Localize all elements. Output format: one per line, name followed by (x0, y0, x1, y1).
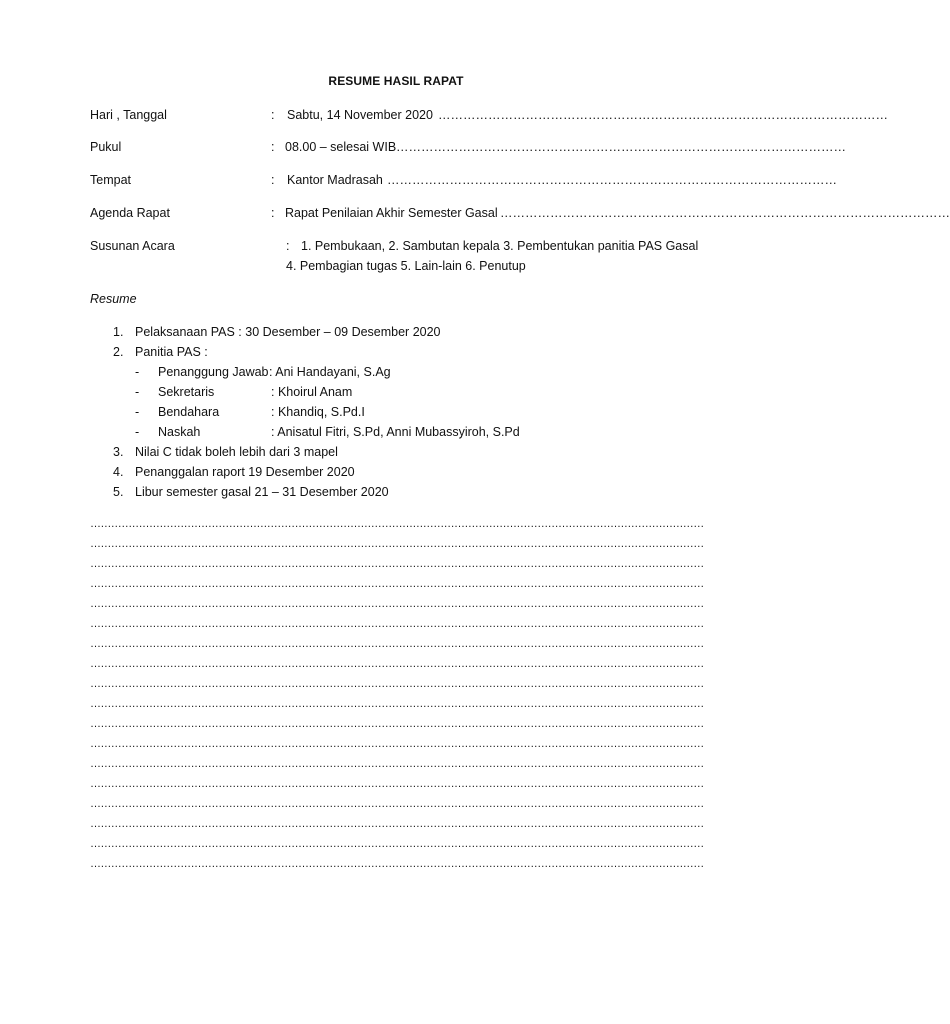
dash-bullet: - (135, 385, 140, 399)
list-number: 5. (113, 485, 124, 499)
dot-leader: ……………………………………………………………………………………………… (500, 206, 950, 220)
field-label: Pukul (90, 140, 122, 154)
susunan-acara-line-2: 4. Pembagian tugas 5. Lain-lain 6. Penutup (286, 259, 526, 273)
field-colon: : (271, 206, 275, 220)
dotted-line: …………………………………………………………………………………………………………………………………………………………… (90, 818, 704, 830)
panitia-role: Sekretaris (158, 385, 215, 399)
dotted-line: …………………………………………………………………………………………………………………………………………………………… (90, 798, 704, 810)
susunan-acara-line-1: 1. Pembukaan, 2. Sambutan kepala 3. Pembentukan panitia PAS Gasal (301, 239, 699, 253)
panitia-person: : Khoirul Anam (271, 385, 353, 399)
dotted-line: …………………………………………………………………………………………………………………………………………………………… (90, 718, 704, 730)
dotted-line: …………………………………………………………………………………………………………………………………………………………… (90, 518, 704, 530)
dotted-line: …………………………………………………………………………………………………………………………………………………………… (90, 618, 704, 630)
field-label: Susunan Acara (90, 239, 175, 253)
field-value: Rapat Penilaian Akhir Semester Gasal (285, 206, 498, 220)
panitia-item (135, 425, 520, 439)
panitia-person: : Khandiq, S.Pd.I (271, 405, 365, 419)
panitia-item (135, 385, 352, 399)
field-colon: : (271, 140, 275, 154)
field-value: 08.00 – selesai WIB (285, 140, 397, 154)
dotted-line: …………………………………………………………………………………………………………………………………………………………… (90, 558, 704, 570)
list-text: Nilai C tidak boleh lebih dari 3 mapel (135, 445, 338, 459)
panitia-person: : Ani Handayani, S.Ag (269, 365, 391, 379)
dot-leader: ……………………………………………………………………………………………… (438, 108, 888, 122)
field-value: Kantor Madrasah (287, 173, 383, 187)
dotted-line: …………………………………………………………………………………………………………………………………………………………… (90, 578, 704, 590)
list-number: 1. (113, 325, 124, 339)
field-pukul (90, 140, 846, 158)
dotted-line: …………………………………………………………………………………………………………………………………………………………… (90, 698, 704, 710)
list-text: Libur semester gasal 21 – 31 Desember 2020 (135, 485, 389, 499)
list-item (113, 465, 355, 479)
field-label: Tempat (90, 173, 131, 187)
dotted-line: …………………………………………………………………………………………………………………………………………………………… (90, 638, 704, 650)
list-item (113, 325, 441, 339)
dotted-line: …………………………………………………………………………………………………………………………………………………………… (90, 658, 704, 670)
field-agenda-rapat (90, 206, 950, 224)
field-colon: : (286, 239, 290, 253)
dotted-line: …………………………………………………………………………………………………………………………………………………………… (90, 738, 704, 750)
field-label: Hari , Tanggal (90, 108, 167, 122)
field-label: Agenda Rapat (90, 206, 170, 220)
panitia-role: Penanggung Jawab (158, 365, 269, 379)
panitia-role: Bendahara (158, 405, 220, 419)
list-text: Pelaksanaan PAS : 30 Desember – 09 Desember 2020 (135, 325, 441, 339)
panitia-role: Naskah (158, 425, 201, 439)
dot-leader: ……………………………………………………………………………………………… (396, 140, 846, 154)
dotted-line: …………………………………………………………………………………………………………………………………………………………… (90, 678, 704, 690)
resume-heading: Resume (90, 292, 137, 306)
dotted-line: …………………………………………………………………………………………………………………………………………………………… (90, 758, 704, 770)
list-text: Penanggalan raport 19 Desember 2020 (135, 465, 355, 479)
field-hari-tanggal (90, 108, 888, 126)
dotted-line: …………………………………………………………………………………………………………………………………………………………… (90, 538, 704, 550)
panitia-person: : Anisatul Fitri, S.Pd, Anni Mubassyiroh, S.Pd (271, 425, 520, 439)
dash-bullet: - (135, 405, 140, 419)
field-colon: : (271, 108, 275, 122)
list-text: Panitia PAS : (135, 345, 208, 359)
dotted-line: …………………………………………………………………………………………………………………………………………………………… (90, 598, 704, 610)
list-item (113, 445, 338, 459)
field-tempat (90, 173, 837, 191)
panitia-item (135, 365, 391, 379)
list-number: 3. (113, 445, 124, 459)
dash-bullet: - (135, 425, 140, 439)
dotted-line: …………………………………………………………………………………………………………………………………………………………… (90, 778, 704, 790)
dot-leader: ……………………………………………………………………………………………… (387, 173, 837, 187)
dash-bullet: - (135, 365, 140, 379)
dotted-line: …………………………………………………………………………………………………………………………………………………………… (90, 858, 704, 870)
field-colon: : (271, 173, 275, 187)
list-number: 4. (113, 465, 124, 479)
panitia-item (135, 405, 365, 419)
list-item (113, 485, 389, 499)
list-item (113, 345, 208, 359)
list-number: 2. (113, 345, 124, 359)
field-value: Sabtu, 14 November 2020 (287, 108, 433, 122)
document-title: RESUME HASIL RAPAT (328, 74, 464, 88)
dotted-line: …………………………………………………………………………………………………………………………………………………………… (90, 838, 704, 850)
